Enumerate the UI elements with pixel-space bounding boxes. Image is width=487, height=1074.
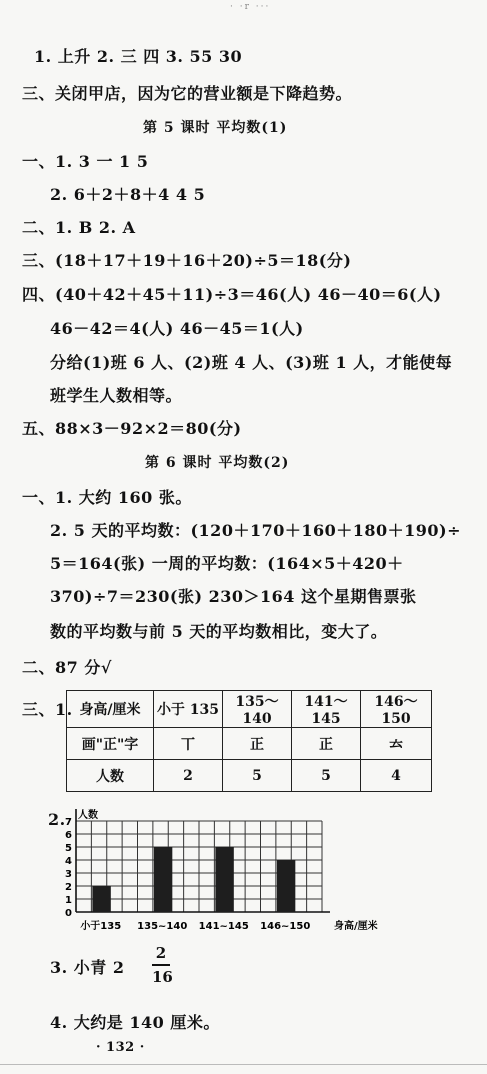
answer-line: 三、(18＋17＋19＋16＋20)÷5＝18(分) bbox=[22, 251, 352, 270]
table-cell: 4 bbox=[361, 760, 432, 792]
y-tick-label: 7 bbox=[65, 817, 72, 828]
table-header-row bbox=[67, 691, 432, 728]
answer-line: 2. 6＋2＋8＋4 4 5 bbox=[50, 185, 206, 204]
bar bbox=[277, 860, 295, 912]
answer-line: 四、(40＋42＋45＋11)÷3＝46(人) 46－40＝6(人) bbox=[22, 285, 442, 304]
table-row bbox=[67, 728, 432, 760]
table-cell: 画"正"字 bbox=[67, 728, 154, 760]
answer-line: 数的平均数与前 5 天的平均数相比，变大了。 bbox=[50, 622, 388, 641]
answer-line: 五、88×3－92×2＝80(分) bbox=[22, 419, 242, 438]
answer-line: 46－42＝4(人) 46－45＝1(人) bbox=[50, 319, 304, 338]
table-cell: 正 bbox=[292, 728, 361, 760]
answer-line: 班学生人数相等。 bbox=[50, 386, 183, 405]
fraction-denominator: 16 bbox=[152, 967, 173, 986]
x-tick-label: 146~150 bbox=[260, 921, 311, 932]
table-cell: 146～150 bbox=[361, 691, 432, 728]
y-tick-label: 0 bbox=[65, 908, 72, 919]
bar bbox=[154, 847, 172, 912]
y-tick-label: 4 bbox=[65, 856, 72, 867]
answer-line: 3. 小青 2 bbox=[50, 958, 125, 977]
table-cell: 小于 135 bbox=[154, 691, 223, 728]
table-cell: 正 bbox=[223, 728, 292, 760]
bar-chart bbox=[58, 808, 378, 938]
tally-table bbox=[66, 690, 432, 792]
x-tick-label: 141~145 bbox=[198, 921, 249, 932]
table-cell: 135～140 bbox=[223, 691, 292, 728]
answer-line: 1. 上升 2. 三 四 3. 55 30 bbox=[34, 47, 243, 66]
answer-line: 二、1. B 2. A bbox=[22, 218, 136, 237]
table-cell: 2 bbox=[154, 760, 223, 792]
page-edge-line bbox=[0, 1064, 487, 1065]
y-tick-label: 1 bbox=[65, 895, 72, 906]
table-cell: 𠫓 bbox=[361, 728, 432, 760]
bar bbox=[92, 886, 110, 912]
table-cell: 丅 bbox=[154, 728, 223, 760]
fraction-bar bbox=[152, 964, 170, 966]
table-cell: 5 bbox=[292, 760, 361, 792]
table-cell: 141～145 bbox=[292, 691, 361, 728]
y-tick-label: 5 bbox=[65, 843, 72, 854]
table-row bbox=[67, 760, 432, 792]
y-tick-label: 6 bbox=[65, 830, 72, 841]
answer-line: 三、1. bbox=[22, 700, 73, 719]
table-cell: 身高/厘米 bbox=[67, 691, 154, 728]
x-tick-label: 小于135 bbox=[80, 921, 122, 932]
table-cell: 人数 bbox=[67, 760, 154, 792]
lesson-heading-6: 第 6 课时 平均数(2) bbox=[145, 455, 290, 471]
answer-line: 2. 5 天的平均数：(120＋170＋160＋180＋190)÷ bbox=[50, 521, 462, 540]
y-tick-label: 2 bbox=[65, 882, 72, 893]
table-cell: 5 bbox=[223, 760, 292, 792]
answer-line: 370)÷7＝230(张) 230＞164 这个星期售票张 bbox=[50, 587, 417, 606]
answer-line: 2. bbox=[48, 810, 66, 829]
fraction bbox=[152, 944, 173, 986]
y-axis-label: 人数 bbox=[78, 810, 98, 821]
fraction-numerator: 2 bbox=[155, 944, 167, 962]
answer-line: 5＝164(张) 一周的平均数：(164×5＋420＋ bbox=[50, 554, 404, 573]
answer-line: 一、1. 大约 160 张。 bbox=[22, 488, 192, 507]
y-tick-label: 3 bbox=[65, 869, 72, 880]
answer-line: 三、关闭甲店，因为它的营业额是下降趋势。 bbox=[22, 84, 353, 103]
page-top-mark: · ·r ··· bbox=[230, 2, 271, 12]
answer-line: 4. 大约是 140 厘米。 bbox=[50, 1013, 220, 1032]
bar bbox=[215, 847, 233, 912]
lesson-heading-5: 第 5 课时 平均数(1) bbox=[143, 120, 288, 136]
x-axis-label: 身高/厘米 bbox=[334, 921, 378, 932]
answer-line: 分给(1)班 6 人、(2)班 4 人、(3)班 1 人，才能使每 bbox=[50, 353, 453, 372]
answer-line: 二、87 分√ bbox=[22, 658, 112, 677]
x-tick-label: 135~140 bbox=[137, 921, 188, 932]
page-number: · 132 · bbox=[96, 1040, 145, 1055]
answer-line: 一、1. 3 一 1 5 bbox=[22, 152, 149, 171]
